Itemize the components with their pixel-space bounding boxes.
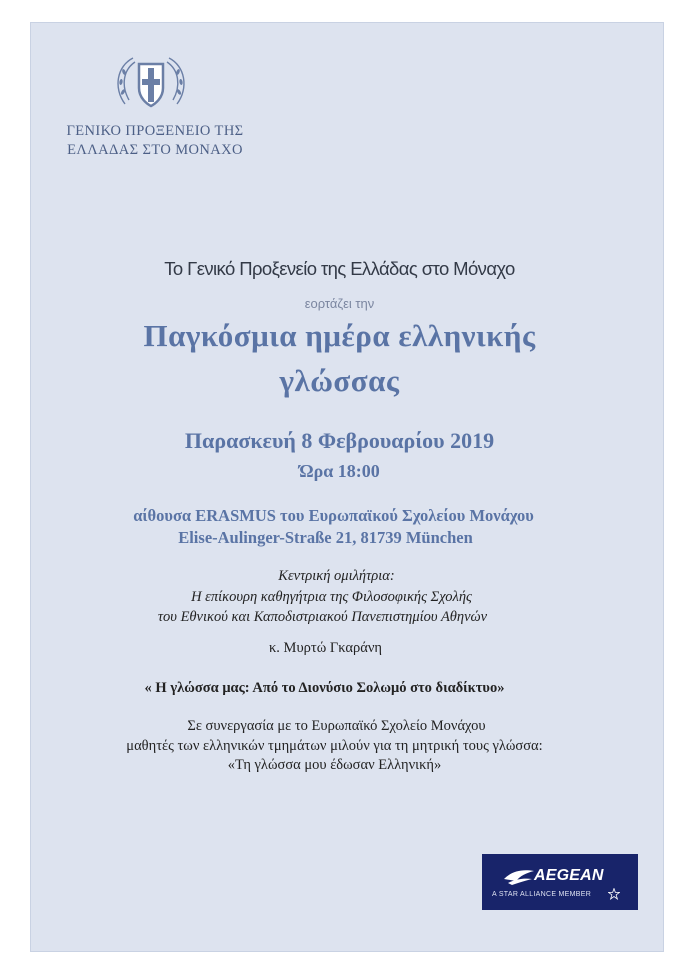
consulate-name-line2: ΕΛΛΑΔΑΣ ΣΤΟ ΜΟΝΑΧΟ (67, 142, 243, 158)
lecture-title: « Η γλώσσα μας: Από το Διονύσιο Σολωμό στο διαδίκτυο» (144, 680, 505, 696)
event-title-line2: γλώσσας (279, 363, 400, 398)
consulate-name (55, 122, 255, 160)
venue-address: Elise-Aulinger-Straße 21, 81739 München (178, 528, 473, 547)
speaker-label: Κεντρική ομιλήτρια: (278, 568, 395, 584)
event-time: Ώρα 18:00 (299, 461, 380, 481)
speaker-role-line1: Η επίκουρη καθηγήτρια της Φιλοσοφικής Σχολής (191, 589, 472, 605)
aegean-bird-icon (502, 867, 536, 887)
collaboration-line3: «Τη γλώσσα μου έδωσαν Ελληνική» (227, 757, 442, 773)
venue-room: αίθουσα ERASMUS του Ευρωπαϊκού Σχολείου Μονάχου (133, 506, 534, 525)
event-title-line1: Παγκόσμια ημέρα ελληνικής (143, 318, 536, 353)
star-alliance-icon (608, 888, 620, 900)
collaboration-line2: μαθητές των ελληνικών τμημάτων μιλούν για τη μητρική τους γλώσσα: (126, 738, 543, 754)
collaboration-line1: Σε συνεργασία με το Ευρωπαϊκό Σχολείο Μονάχου (187, 718, 486, 734)
greek-coat-of-arms-icon (115, 52, 187, 112)
sponsor-tagline: A STAR ALLIANCE MEMBER (492, 891, 592, 898)
sponsor-brand: AEGEAN (534, 867, 604, 884)
consulate-name-line1: ΓΕΝΙΚΟ ΠΡΟΞΕΝΕΙΟ ΤΗΣ (66, 123, 244, 139)
aegean-sponsor-logo (482, 854, 638, 910)
celebrates-text: εορτάζει την (304, 296, 375, 311)
intro-text: Το Γενικό Προξενείο της Ελλάδας στο Μόναχο (164, 258, 515, 279)
invitation-card (30, 22, 664, 952)
event-date: Παρασκευή 8 Φεβρουαρίου 2019 (184, 428, 495, 453)
speaker-role-line2: του Εθνικού και Καποδιστριακού Πανεπιστημίου Αθηνών (157, 609, 488, 625)
speaker-name: κ. Μυρτώ Γκαράνη (269, 640, 382, 656)
